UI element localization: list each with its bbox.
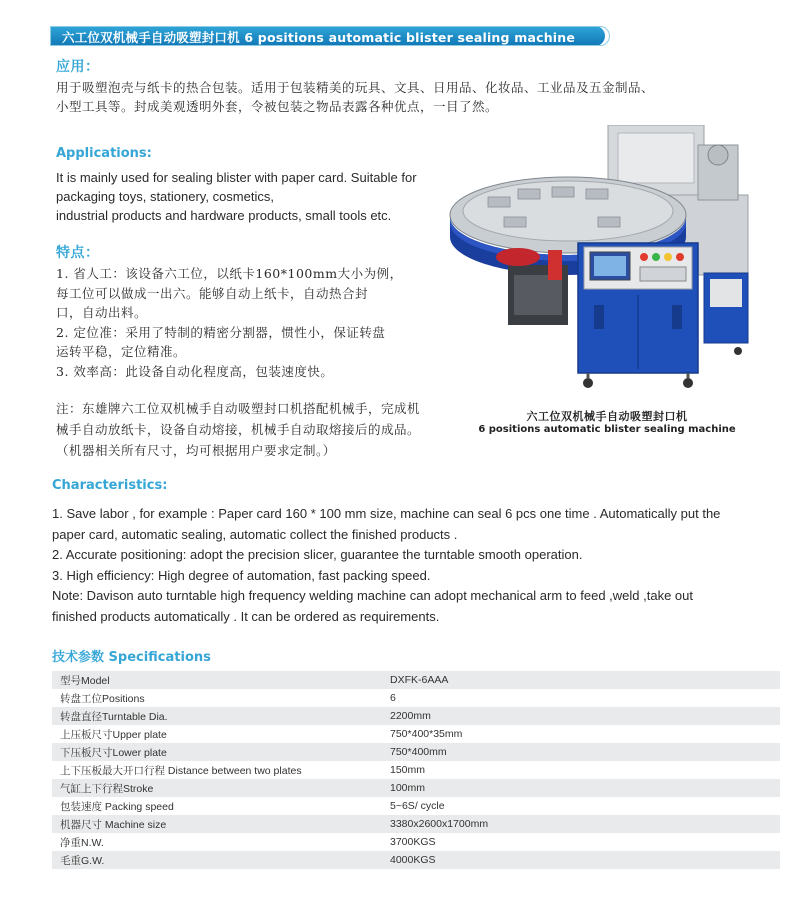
spec-label: 气缸上下行程Stroke — [52, 779, 382, 797]
spec-value: 5~6S/ cycle — [382, 797, 780, 815]
characteristic-line: Note: Davison auto turntable high frequency welding machine can adopt mechanical arm to feed ,weld ,take out — [52, 588, 693, 603]
spec-value: 100mm — [382, 779, 780, 797]
note-cn-line: 注：东雄牌六工位双机械手自动吸塑封口机搭配机械手，完成机 — [56, 401, 421, 416]
characteristics-heading: Characteristics: — [52, 478, 168, 493]
application-en-line: industrial products and hardware products, small tools etc. — [56, 208, 392, 223]
characteristic-line: 1. Save labor , for example : Paper card 160 * 100 mm size, machine can seal 6 pcs one time . Automatically put the — [52, 506, 721, 521]
table-row — [52, 671, 780, 689]
characteristic-line: 3. High efficiency: High degree of automation, fast packing speed. — [52, 567, 431, 583]
application-en-line: packaging toys, stationery, cosmetics, — [56, 189, 274, 204]
title-banner — [50, 26, 610, 46]
note-cn-line: 械手自动放纸卡，设备自动熔接，机械手自动取熔接后的成品。 — [56, 422, 421, 437]
spec-label: 净重N.W. — [52, 833, 382, 851]
spec-value: 750*400*35mm — [382, 725, 780, 743]
spec-value: 150mm — [382, 761, 780, 779]
application-cn-heading: 应用： — [56, 59, 100, 75]
feature-cn-line: 1. 省人工：该设备六工位，以纸卡160*100mm大小为例， — [56, 266, 403, 281]
application-en-text — [56, 168, 417, 225]
features-cn-text — [56, 264, 403, 381]
spec-label: 上压板尺寸Upper plate — [52, 725, 382, 743]
feature-cn-line: 每工位可以做成一出六。能够自动上纸卡，自动热合封 — [56, 285, 369, 301]
application-cn-line: 用于吸塑泡壳与纸卡的热合包装。适用于包装精美的玩具、文具、日用品、化妆品、工业品及五金制品、 — [56, 80, 655, 95]
banner-title: 六工位双机械手自动吸塑封口机 6 positions automatic blister sealing machine — [62, 30, 576, 45]
application-en-line: It is mainly used for sealing blister with paper card. Suitable for — [56, 170, 417, 185]
spec-value: 2200mm — [382, 707, 780, 725]
application-en-heading: Applications: — [56, 146, 152, 161]
table-row — [52, 689, 780, 707]
characteristic-line: 2. Accurate positioning: adopt the precision slicer, guarantee the turntable smooth operation. — [52, 547, 583, 562]
table-row — [52, 761, 780, 779]
application-cn-text — [56, 78, 654, 116]
table-row — [52, 743, 780, 761]
application-cn-line: 小型工具等。封成美观透明外套，令被包装之物品表露各种优点，一目了然。 — [56, 99, 499, 114]
spec-value: 6 — [382, 689, 780, 707]
photo-caption-cn: 六工位双机械手自动吸塑封口机 — [526, 410, 688, 423]
feature-cn-line: 运转平稳，定位精准。 — [56, 344, 187, 359]
note-cn-text — [56, 398, 420, 461]
table-row — [52, 707, 780, 725]
machine-illustration — [448, 125, 766, 400]
spec-label: 毛重G.W. — [52, 851, 382, 869]
table-row — [52, 797, 780, 815]
table-row — [52, 851, 780, 869]
table-row — [52, 779, 780, 797]
table-row — [52, 833, 780, 851]
characteristics-text — [52, 504, 720, 627]
specs-heading: 技术参数 Specifications — [52, 650, 211, 665]
features-cn-heading: 特点： — [56, 245, 100, 261]
feature-cn-line: 3. 效率高：此设备自动化程度高，包装速度快。 — [56, 363, 334, 379]
spec-label: 型号Model — [52, 671, 382, 689]
spec-value: DXFK-6AAA — [382, 671, 780, 689]
spec-value: 3380x2600x1700mm — [382, 815, 780, 833]
feature-cn-line: 2. 定位准：采用了特制的精密分割器，惯性小，保证转盘 — [56, 324, 386, 340]
machine-photo — [448, 125, 766, 400]
spec-label: 转盘工位Positions — [52, 689, 382, 707]
spec-value: 750*400mm — [382, 743, 780, 761]
spec-label: 转盘直径Turntable Dia. — [52, 707, 382, 725]
spec-label: 包装速度 Packing speed — [52, 797, 382, 815]
spec-value: 3700KGS — [382, 833, 780, 851]
feature-cn-line: 口，自动出料。 — [56, 305, 148, 320]
spec-label: 机器尺寸 Machine size — [52, 815, 382, 833]
note-cn-line: （机器相关所有尺寸，均可根据用户要求定制。） — [56, 443, 336, 458]
photo-caption-en: 6 positions automatic blister sealing machine — [478, 424, 736, 435]
spec-value: 4000KGS — [382, 851, 780, 869]
table-row — [52, 815, 780, 833]
characteristic-line: finished products automatically . It can be ordered as requirements. — [52, 608, 440, 624]
specs-table — [52, 671, 780, 869]
characteristic-line: paper card, automatic sealing, automatic collect the finished products . — [52, 526, 458, 542]
spec-label: 上下压板最大开口行程 Distance between two plates — [52, 761, 382, 779]
table-row — [52, 725, 780, 743]
spec-label: 下压板尺寸Lower plate — [52, 743, 382, 761]
